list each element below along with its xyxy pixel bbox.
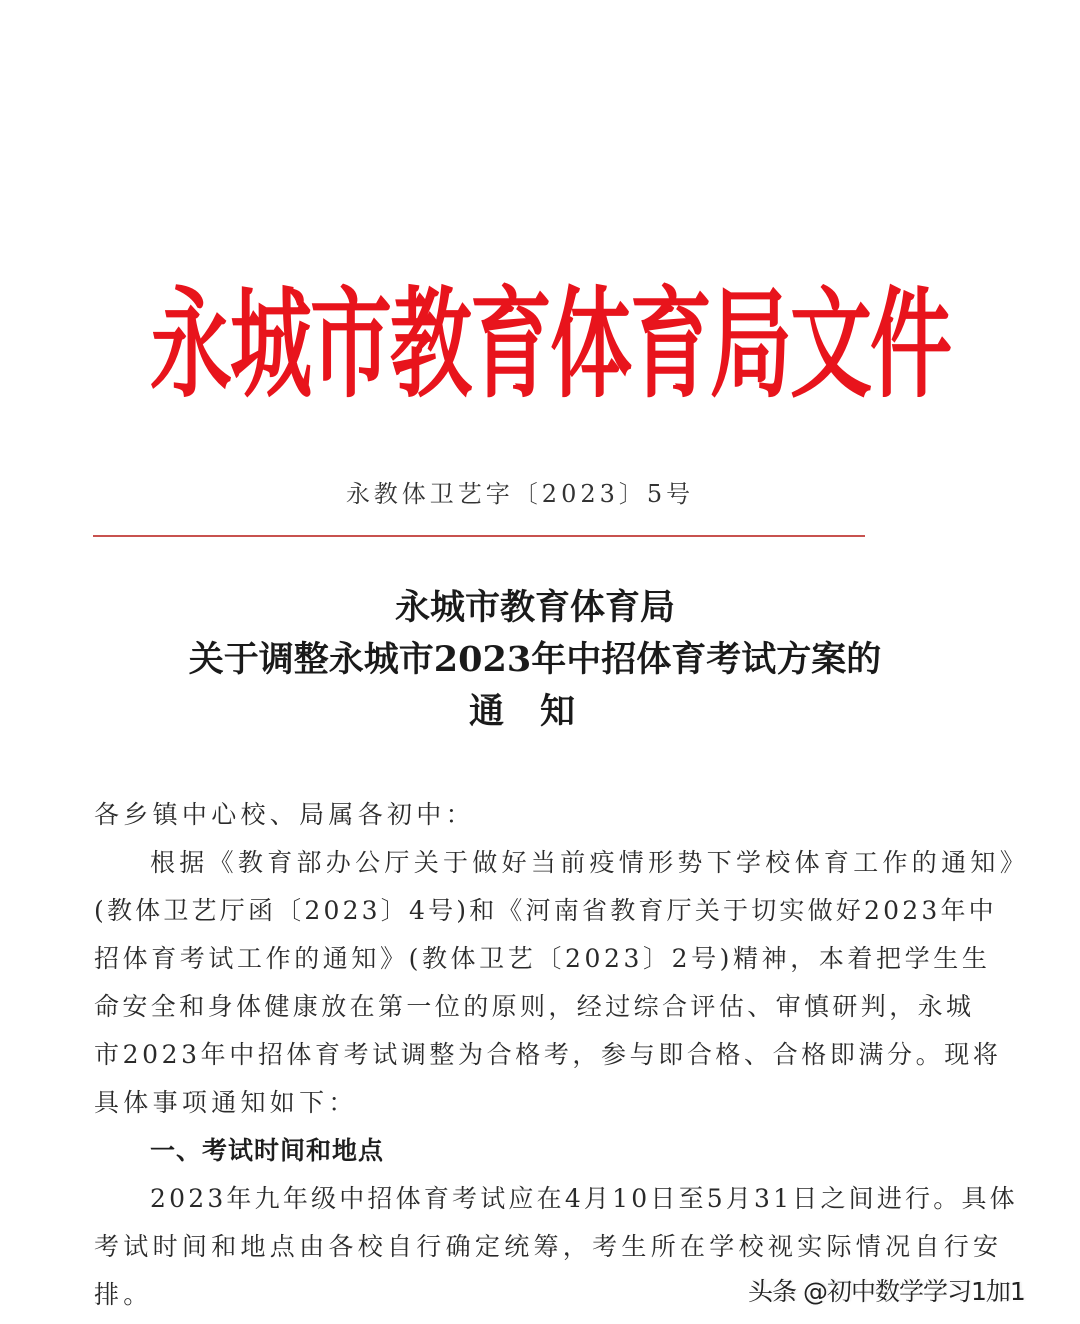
notice-title: [0, 582, 1080, 738]
paragraph-line: 排。: [94, 1280, 153, 1309]
notice-title-line-2: 关于调整永城市2023年中招体育考试方案的: [188, 639, 882, 680]
paragraph-line: 市2023年中招体育考试调整为合格考，参与即合格、合格即满分。现将: [94, 1040, 1002, 1069]
notice-title-line-1: 永城市教育体育局: [394, 587, 675, 628]
paragraph-line: 根据《教育部办公厅关于做好当前疫情形势下学校体育工作的通知》: [150, 848, 1030, 877]
notice-title-line-3: 通知: [468, 691, 611, 732]
paragraph-line: (教体卫艺厅函〔2023〕4号)和《河南省教育厅关于切实做好2023年中: [94, 896, 997, 925]
section-1-heading: 一、考试时间和地点: [150, 1136, 385, 1165]
paragraph-line: 考试时间和地点由各校自行确定统筹，考生所在学校视实际情况自行安: [94, 1232, 1003, 1261]
red-divider-rule: [93, 535, 865, 537]
paragraph-line: 2023年九年级中招体育考试应在4月10日至5月31日之间进行。具体: [150, 1184, 1018, 1213]
paragraph-line: 具体事项通知如下：: [94, 1088, 358, 1117]
document-number: 永教体卫艺字〔2023〕5号: [345, 480, 695, 508]
paragraph-line: 命安全和身体健康放在第一位的原则，经过综合评估、审慎研判，永城: [94, 992, 975, 1021]
source-watermark: 头条 @初中数学学习1加1: [748, 1277, 1025, 1306]
document-number-row: [0, 474, 1080, 509]
paragraph-line: 招体育考试工作的通知》(教体卫艺〔2023〕2号)精神，本着把学生生: [94, 944, 991, 973]
salutation: 各乡镇中心校、局属各初中：: [94, 800, 475, 829]
document-banner-title: 永城市教育体育局文件: [150, 275, 951, 415]
